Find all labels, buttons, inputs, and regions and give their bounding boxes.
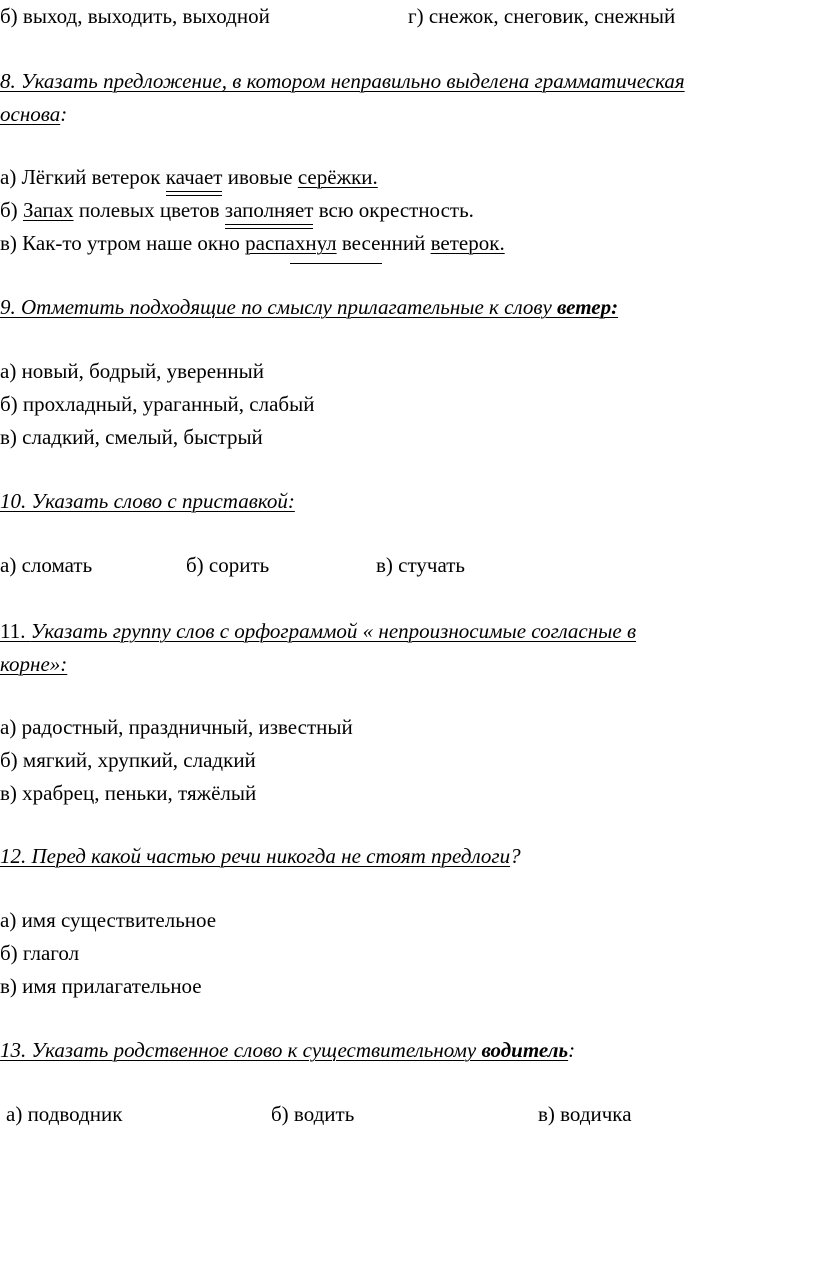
subject-underline: распахнул — [245, 231, 337, 255]
q11-option-b: б) мягкий, хрупкий, сладкий — [0, 748, 256, 772]
q13-option-v: в) водичка — [538, 1102, 632, 1126]
q11-title-line2: корне»: — [0, 652, 68, 676]
subject-underline: серёжки. — [297, 165, 378, 189]
q8-option-v: в) Как-то утром наше окно распахнул весенний ветерок. — [0, 231, 505, 255]
q10-option-v: в) стучать — [376, 553, 465, 577]
q9-title: 9. Отметить подходящие по смыслу прилагательные к слову ветер: — [0, 295, 619, 319]
q7-option-g: г) снежок, снеговик, снежный — [408, 4, 676, 28]
q8-title-line2: основа: — [0, 102, 68, 126]
q12-option-v: в) имя прилагательное — [0, 974, 202, 998]
q8-title-line1: 8. Указать предложение, в котором неправильно выделена грамматическая — [0, 69, 685, 93]
q9-option-v: в) сладкий, смелый, быстрый — [0, 425, 263, 449]
q13-option-b: б) водить — [271, 1102, 355, 1126]
q12-option-b: б) глагол — [0, 941, 80, 965]
extra-underline-mark — [290, 263, 382, 264]
q11-title-line1: 11. Указать группу слов с орфограммой « непроизносимые согласные в — [0, 619, 637, 643]
q11-option-a: а) радостный, праздничный, известный — [0, 715, 353, 739]
q10-title: 10. Указать слово с приставкой: — [0, 489, 295, 513]
q13-title: 13. Указать родственное слово к существительному водитель: — [0, 1038, 576, 1062]
q8-option-a: а) Лёгкий ветерок качает ивовые серёжки. — [0, 165, 378, 189]
subject-underline: ветерок. — [430, 231, 505, 255]
q12-title: 12. Перед какой частью речи никогда не стоят предлоги? — [0, 844, 521, 868]
predicate-underline: заполняет — [224, 198, 314, 222]
q9-option-b: б) прохладный, ураганный, слабый — [0, 392, 315, 416]
q10-option-b: б) сорить — [186, 553, 270, 577]
subject-underline: Запах — [22, 198, 74, 222]
q13-option-a: а) подводник — [6, 1102, 123, 1126]
q12-option-a: а) имя существительное — [0, 908, 217, 932]
q7-option-b: б) выход, выходить, выходной — [0, 4, 270, 28]
q10-option-a: а) сломать — [0, 553, 93, 577]
predicate-underline: качает — [165, 165, 223, 189]
q8-option-b: б) Запах полевых цветов заполняет всю окрестность. — [0, 198, 474, 222]
q9-option-a: а) новый, бодрый, уверенный — [0, 359, 264, 383]
q11-option-v: в) храбрец, пеньки, тяжёлый — [0, 781, 257, 805]
